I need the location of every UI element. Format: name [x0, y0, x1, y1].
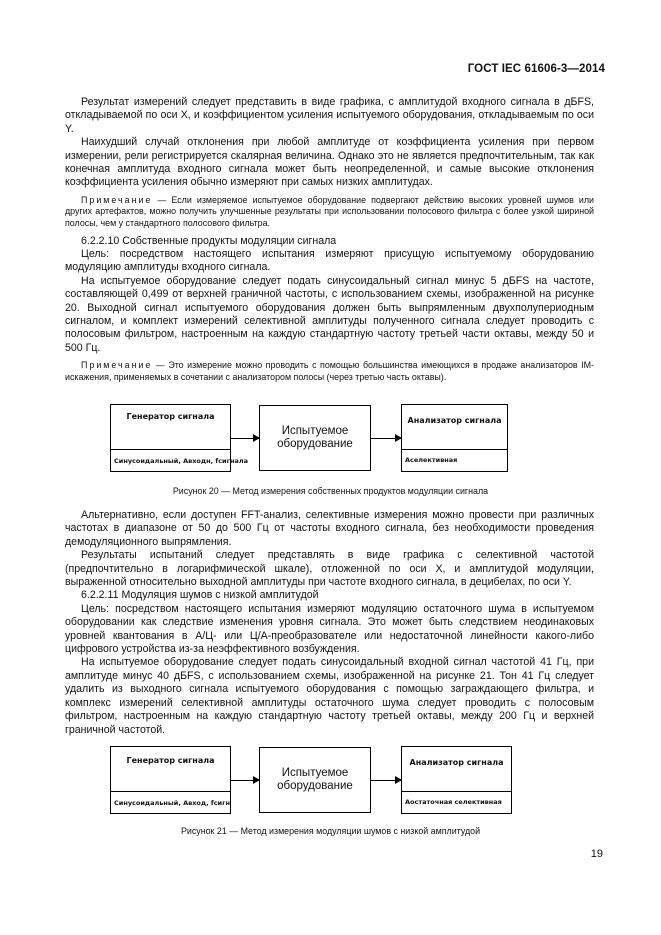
arrow [371, 438, 401, 439]
generator-box [110, 404, 249, 472]
figure-20-caption: Рисунок 20 — Метод измерения собственных продуктов модуляции сигнала [172, 486, 489, 496]
analyzer-box [401, 404, 508, 472]
analyzer-label: Анализатор сигнала [409, 758, 504, 767]
note-text: — Это измерение можно проводить с помощью большинства имеющихся в продаже анализаторов IM-искажения, применяемых в сочетании с анализатором полосы (через третью часть октавы). [65, 360, 594, 382]
note-text: — Если измеряемое испытуемое оборудование подвергают действию высоких уровней шумов или других артефактов, можно получить улучшенные результаты при использовании полосового фильтра с более узкой шириной полосы, чем у стандартного полосового фильтра. [65, 194, 594, 229]
section-heading: 6.2.2.10 Собственные продукты модуляции сигнала [81, 234, 337, 247]
paragraph: Альтернативно, если доступен FFT-анализ, селективные измерения можно провести при различных частотах в диапазоне от 50 до 500 Гц от частоты входного сигнала, без необходимости проведения демодуляционного выпрямления. [65, 509, 594, 548]
note [65, 360, 594, 383]
dut-label: Испытуемое оборудование [277, 767, 353, 792]
arrow [231, 438, 259, 439]
note [65, 195, 594, 230]
arrow [371, 780, 401, 781]
text-block-2 [65, 509, 594, 737]
figure-21-caption: Рисунок 21 — Метод измерения модуляции шумов с низкой амплитудой [180, 826, 481, 836]
figure-21-diagram [0, 746, 661, 826]
generator-box [110, 746, 231, 814]
paragraph: На испытуемое оборудование следует подать синусоидальный входной сигнал частотой 41 Гц, при амплитуде минус 40 дБFS, с использованием схемы, изображенной на рисунке 21. Тон 41 Гц следует удалить из выходного сигнала испытуемого оборудования с помощью заграждающего фильтра, и комплекс измерений селективной амплитуды остаточного шума следует проводить с полосовым фильтром, настроенным на каждую стандартную частоту третьей октавы, между 200 Гц и верхней граничной частотой. [65, 656, 594, 736]
text-block-1 [65, 96, 594, 383]
paragraph: На испытуемое оборудование следует подать синусоидальный сигнал минус 5 дБFS на частоте, составляющей 0,499 от верхней граничной частоты, с использованием схемы, изображенной на рисунке 20. Выходной сигнал испытуемого оборудования должен быть выпрямленным двухполупериодным сигналом, и комплект измерений селективной амплитуды полученного сигнала следует проводить с полосовым фильтром, настроенным на каждую стандартную частоту третьей части октавы, между 50 и 500 Гц. [65, 274, 594, 354]
dut-label: Испытуемое оборудование [277, 425, 353, 450]
section-heading: 6.2.2.11 Модуляция шумов с низкой амплитудой [81, 589, 319, 602]
note-label: Примечание [81, 360, 153, 371]
note-label: Примечание [81, 194, 153, 205]
generator-sub-label: Синусоидальный, Aвходн, fсигнала [114, 457, 249, 465]
arrow [231, 780, 259, 781]
generator-label: Генератор сигнала [126, 412, 215, 421]
analyzer-box [401, 746, 512, 814]
paragraph: Цель: посредством настоящего испытания измеряют модуляцию остаточного шума в испытуемом оборудовании как следствие изменения уровня сигнала. Это может быть следствием неодинаковых уровней квантования в А/Ц- или Ц/А-преобразователе или недостаточной линейности какого-либо цифрового устройства из-за неэффективного возбуждения. [65, 602, 594, 656]
analyzer-sub-label: Aселективная [405, 456, 458, 464]
paragraph: Результат измерений следует представить в виде графика, с амплитудой входного сигнала в дБFS, откладываемой по оси X, и коэффициентом усиления испытуемого оборудования, откладываемым по оси Y. [65, 96, 594, 135]
paragraph: Цель: посредством настоящего испытания измеряют присущую испытуемому оборудованию модуляцию амплитуды входного сигнала. [65, 248, 594, 274]
dut-box [259, 405, 371, 471]
generator-label: Генератор сигнала [126, 756, 215, 765]
analyzer-label: Анализатор сигнала [407, 416, 502, 425]
figure-20-diagram [0, 404, 661, 484]
analyzer-sub-label: Aостаточная селективная [405, 798, 502, 806]
paragraph: Результаты испытаний следует представлять в виде графика с селективной частотой (предпочтительно в логарифмической шкале), отложенной по оси X, и амплитудой модуляции, выраженной относительно выходной амплитуды при частоте входного сигнала, в децибелах, по оси Y. [65, 549, 594, 589]
dut-box [259, 747, 371, 813]
page-number: 19 [590, 848, 603, 860]
paragraph: Наихудший случай отклонения при любой амплитуде от коэффициента усиления при первом измерении, рели регистрируется скалярная величина. Однако это не является предпочтительным, так как конечная амплитуда входного сигнала может быть неопределенной, и самые высокие отклонения коэффициента усиления обычно измеряют при самых низких амплитудах. [65, 136, 594, 189]
document-header: ГОСТ IEC 61606-3—2014 [467, 63, 605, 75]
generator-sub-label: Синусоидальный, Aвход, fсигн [114, 799, 230, 807]
